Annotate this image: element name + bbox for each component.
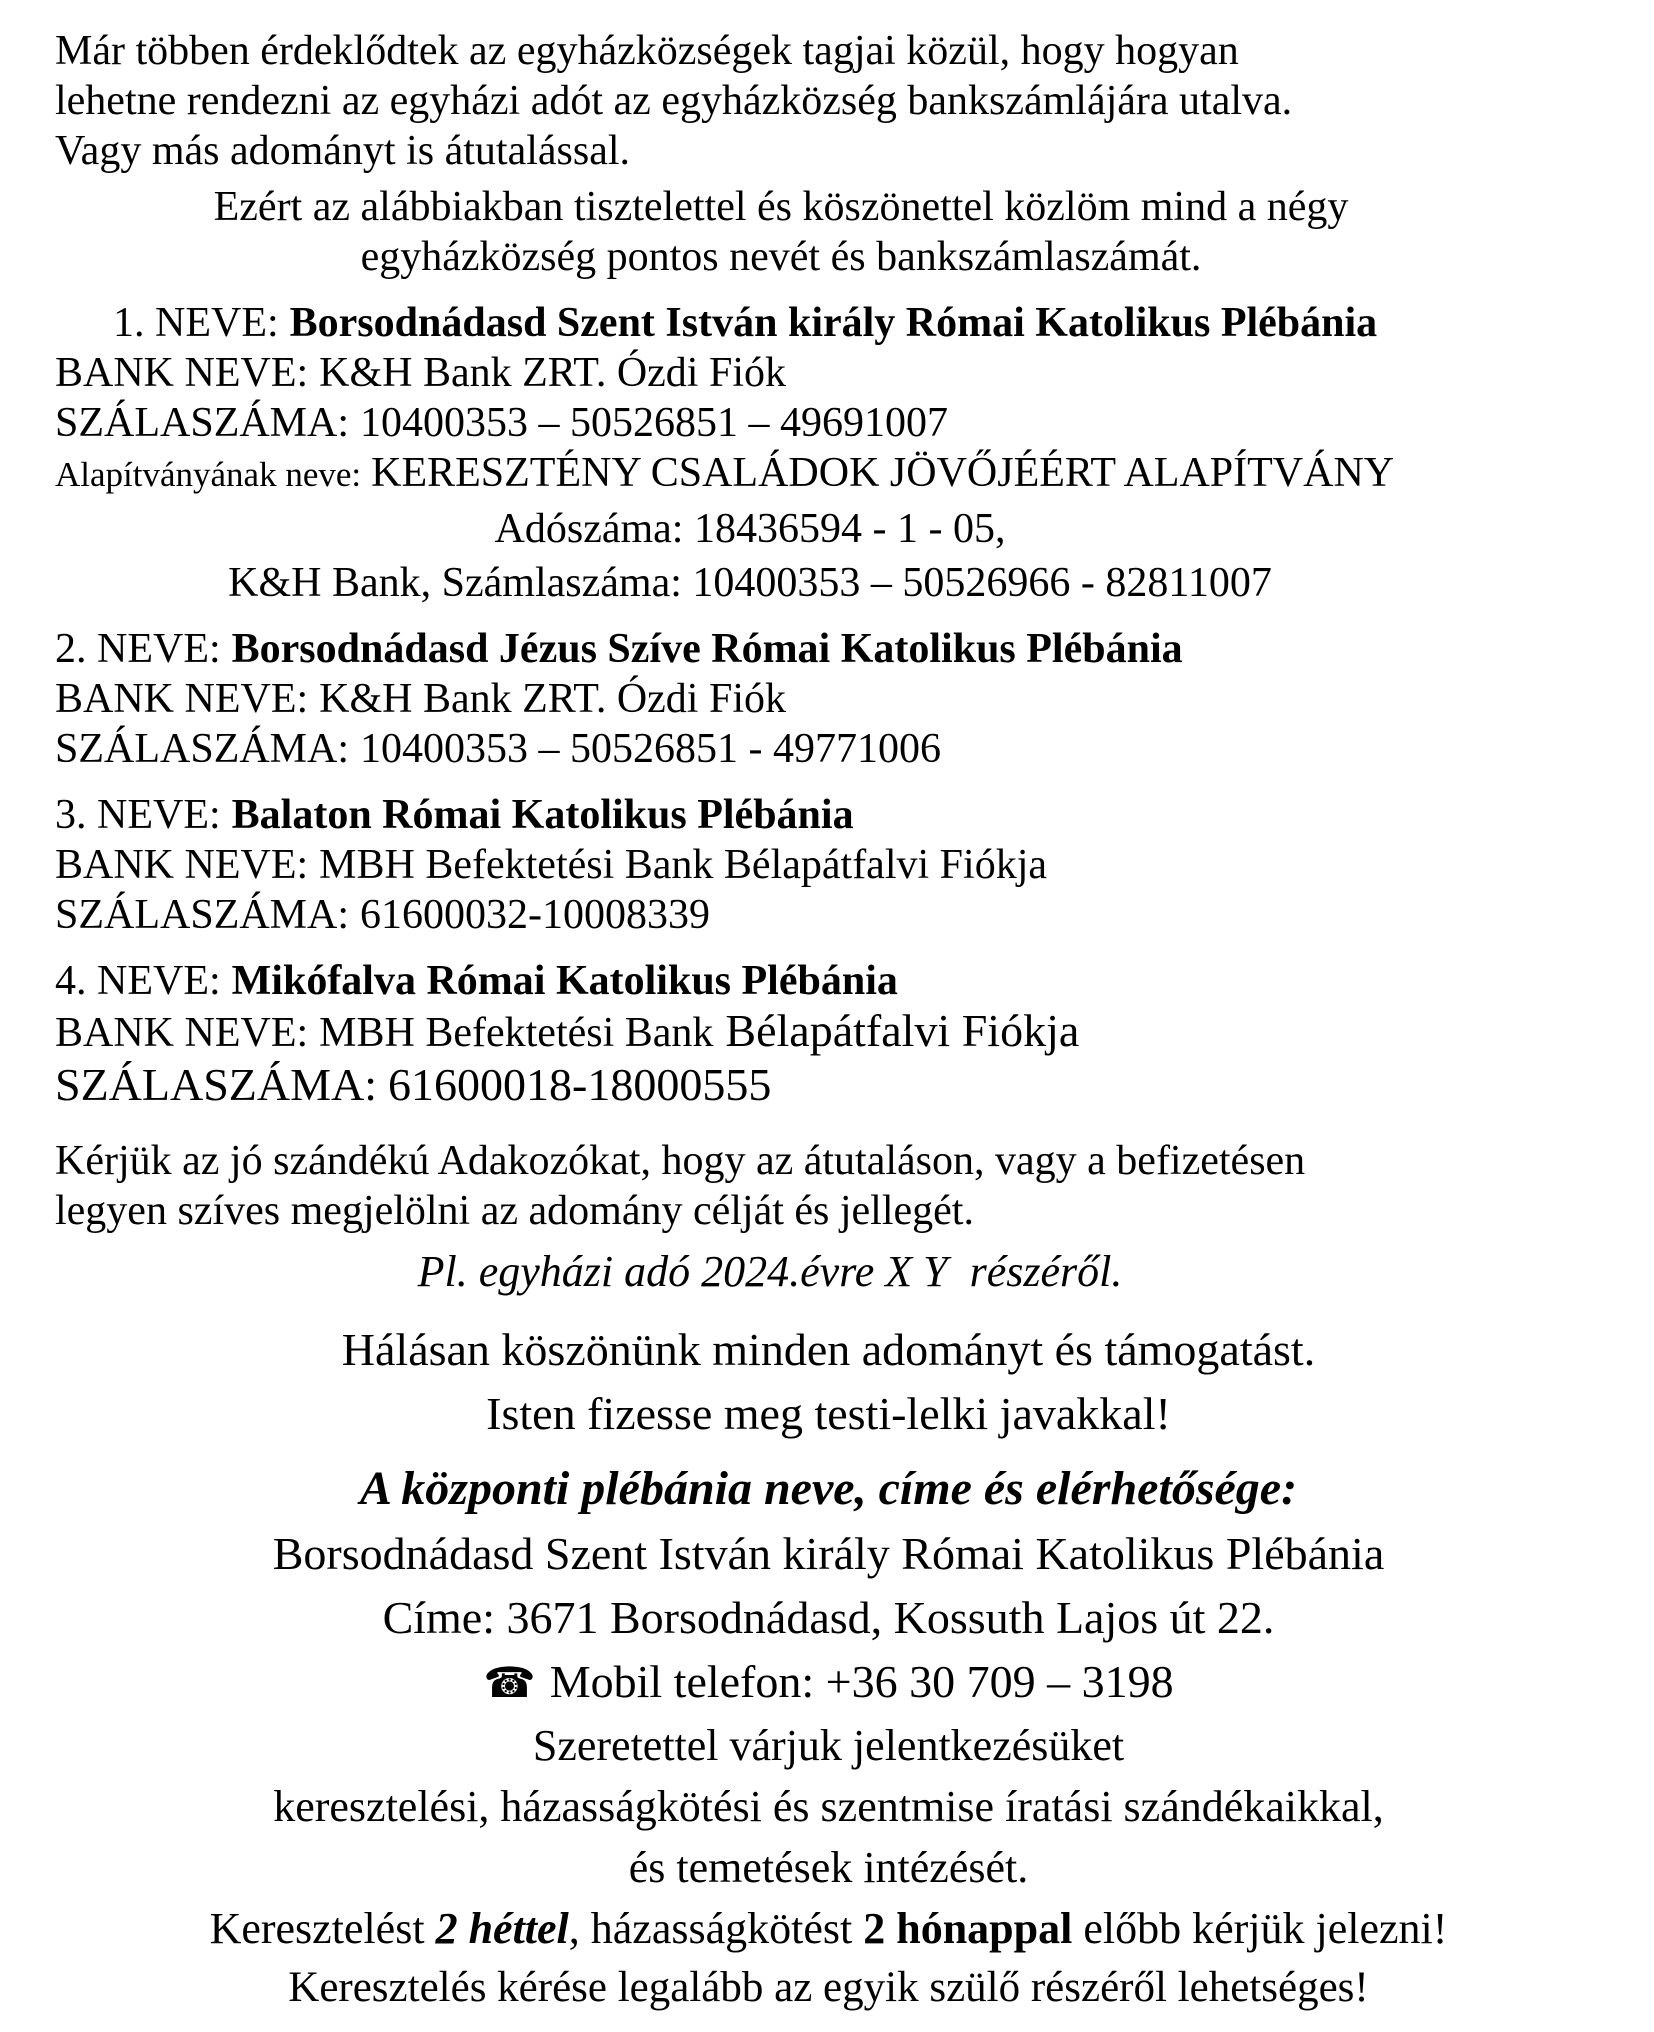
announcement-line: Ezért az alábbiakban tisztelettel és köszönettel közlöm mind a négy: [213, 184, 1349, 230]
announcement-paragraph: [55, 182, 1507, 282]
bank-name: MBH Befektetési Bank Bélapátfalvi Fiókja: [319, 842, 1047, 888]
parish-bank-line: [55, 674, 1602, 724]
notice-text: Keresztelést: [209, 1904, 436, 1953]
parish-bank-line: [55, 1006, 1602, 1058]
parish-entry-1: [55, 298, 1602, 608]
parish-name-line: [55, 956, 1602, 1006]
deadline-notice-line: [55, 1898, 1602, 1959]
parish-account-line: [55, 398, 1602, 448]
thanks-block: [55, 1318, 1602, 1446]
notice-weeks-emphasis: 2 héttel: [435, 1904, 569, 1953]
foundation-name: KERESZTÉNY CSALÁDOK JÖVŐJÉÉRT ALAPÍTVÁNY: [371, 450, 1395, 496]
parish-number-label: 4. NEVE:: [55, 958, 221, 1004]
parish-entry-2: [55, 624, 1602, 774]
notice-months-emphasis: 2 hónappal: [863, 1904, 1073, 1953]
account-number: 10400353 – 50526851 - 49771006: [360, 726, 942, 772]
contact-address: Címe: 3671 Borsodnádasd, Kossuth Lajos út 22.: [382, 1592, 1275, 1643]
bank-label: BANK NEVE:: [55, 676, 309, 722]
invite-line: és temetések intézését.: [628, 1843, 1029, 1892]
parish-number-label: 1. NEVE:: [113, 300, 279, 346]
intro-line: Már többen érdeklődtek az egyházközségek tagjai közül, hogy hogyan: [55, 28, 1239, 74]
request-line: Kérjük az jó szándékú Adakozókat, hogy az átutaláson, vagy a befizetésen: [55, 1138, 1306, 1184]
parish-name-line: [55, 298, 1602, 348]
parish-entry-4: [55, 956, 1602, 1112]
contact-heading: A központi plébánia neve, címe és elérhetősége:: [359, 1462, 1298, 1515]
bank-label: BANK NEVE:: [55, 1010, 309, 1056]
parish-name: Borsodnádasd Jézus Szíve Római Katolikus Plébánia: [231, 626, 1183, 672]
foundation-name-line: [55, 448, 1602, 500]
baptism-final-line: Keresztelés kérése legalább az egyik szülő részéről lehetséges!: [288, 1964, 1369, 2011]
thanks-line: Hálásan köszönünk minden adományt és támogatást.: [341, 1324, 1316, 1375]
parish-account-line: [55, 1058, 1602, 1112]
invite-line: keresztelési, házasságkötési és szentmise íratási szándékaikkal,: [273, 1782, 1384, 1831]
parish-account-line: [55, 724, 1602, 774]
parish-name: Balaton Római Katolikus Plébánia: [231, 792, 854, 838]
announcement-line: egyházközség pontos nevét és bankszámlaszámát.: [360, 234, 1202, 280]
bank-label: BANK NEVE:: [55, 842, 309, 888]
foundation-label: Alapítványának neve:: [55, 455, 362, 494]
notice-text: , házasságkötést: [568, 1904, 864, 1953]
thanks-line: Isten fizesse meg testi-lelki javakkal!: [486, 1388, 1171, 1439]
bank-branch-name: Bélapátfalvi Fiókja: [725, 1005, 1080, 1056]
parish-entry-3: [55, 790, 1602, 940]
parish-name: Mikófalva Római Katolikus Plébánia: [231, 958, 898, 1004]
phone-icon: ☎: [483, 1658, 536, 1707]
parish-account-line: [55, 890, 1602, 940]
intro-line: lehetne rendezni az egyházi adót az egyházközség bankszámlájára utalva.: [55, 78, 1293, 124]
parish-name-line: [55, 790, 1602, 840]
parish-number-label: 3. NEVE:: [55, 792, 221, 838]
parish-name: Borsodnádasd Szent István király Római Katolikus Plébánia: [289, 300, 1378, 346]
invite-line: Szeretettel várjuk jelentkezésüket: [532, 1721, 1125, 1770]
contact-parish-name: Borsodnádasd Szent István király Római Katolikus Plébánia: [272, 1528, 1385, 1579]
account-number: 61600032-10008339: [360, 892, 711, 938]
donation-example-line: Pl. egyházi adó 2024.évre X Y részéről.: [417, 1247, 1123, 1296]
account-label: SZÁLASZÁMA:: [55, 892, 350, 938]
foundation-bank-line: K&H Bank, Számlaszáma: 10400353 – 50526966 - 82811007: [228, 560, 1272, 606]
bank-name: MBH Befektetési Bank: [319, 1010, 714, 1056]
notice-text: előbb kérjük jelezni!: [1072, 1904, 1448, 1953]
parish-bank-line: [55, 840, 1602, 890]
bank-name: K&H Bank ZRT. Ózdi Fiók: [319, 676, 786, 722]
account-label: SZÁLASZÁMA:: [55, 400, 350, 446]
account-label: SZÁLASZÁMA:: [55, 1059, 378, 1110]
parish-number-label: 2. NEVE:: [55, 626, 221, 672]
intro-line: Vagy más adományt is átutalással.: [55, 128, 631, 174]
foundation-tax-line: Adószáma: 18436594 - 1 - 05,: [494, 506, 1006, 552]
account-number: 61600018-18000555: [388, 1059, 772, 1110]
request-line: legyen szíves megjelölni az adomány célját és jellegét.: [55, 1188, 974, 1234]
intro-paragraph: [55, 26, 1602, 176]
phone-number: Mobil telefon: +36 30 709 – 3198: [549, 1656, 1174, 1707]
account-number: 10400353 – 50526851 – 49691007: [360, 400, 949, 446]
bank-name: K&H Bank ZRT. Ózdi Fiók: [319, 350, 786, 396]
bank-label: BANK NEVE:: [55, 350, 309, 396]
parish-name-line: [55, 624, 1602, 674]
account-label: SZÁLASZÁMA:: [55, 726, 350, 772]
contact-phone-line: [55, 1650, 1602, 1715]
contact-block: [55, 1456, 1602, 2017]
donation-request-paragraph: [55, 1136, 1602, 1300]
parish-bank-line: [55, 348, 1602, 398]
